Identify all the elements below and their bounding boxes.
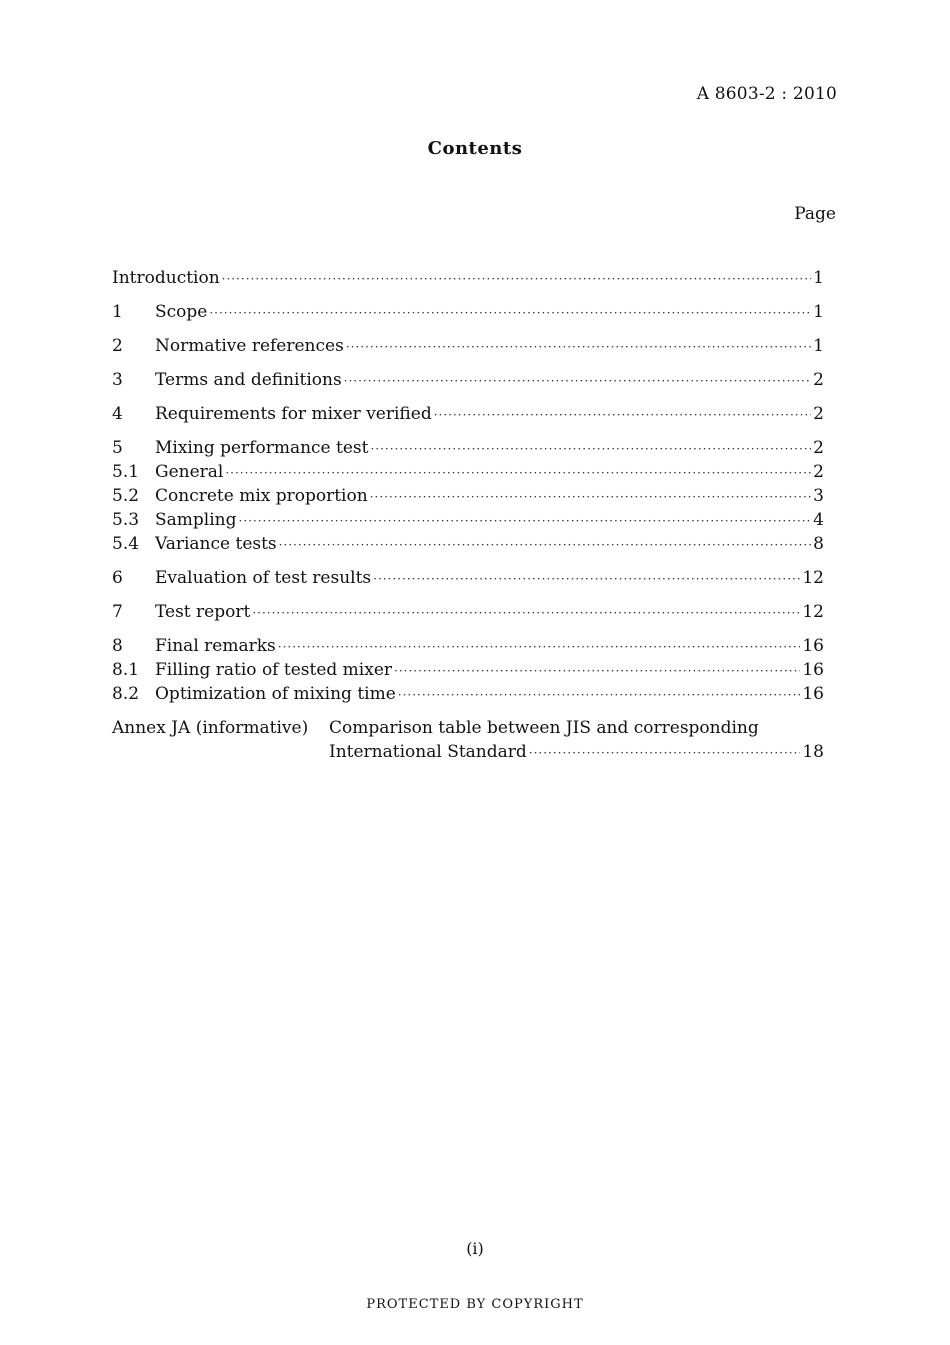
toc-entry-text: Variance tests — [155, 534, 277, 554]
toc-entry-filling-ratio[interactable] — [112, 658, 824, 682]
toc-entry-annex[interactable] — [112, 716, 824, 740]
footer-page-number: (i) — [466, 1239, 484, 1258]
toc-entry-final-remarks[interactable] — [112, 634, 824, 658]
toc-entry-page: 16 — [802, 684, 824, 704]
dot-leader — [225, 461, 811, 485]
copyright-notice: PROTECTED BY COPYRIGHT — [366, 1297, 584, 1312]
toc-entry-page: 8 — [813, 534, 824, 554]
toc-entry-terms-definitions[interactable] — [112, 368, 824, 392]
toc-entry-concrete-mix-proportion[interactable] — [112, 484, 824, 508]
toc-entry-page: 2 — [813, 462, 824, 482]
toc-entry-number: 3 — [112, 370, 123, 390]
dot-leader — [394, 659, 800, 683]
toc-entry-number: 5.2 — [112, 486, 140, 506]
toc-entry-number: 5 — [112, 438, 123, 458]
dot-leader — [398, 683, 801, 707]
dot-leader — [278, 635, 801, 659]
toc-entry-sampling[interactable] — [112, 508, 824, 532]
toc-entry-page: 1 — [813, 336, 824, 356]
toc-entry-mixing-time[interactable] — [112, 682, 824, 706]
toc-entry-page: 12 — [802, 568, 824, 588]
toc-entry-page: 16 — [802, 636, 824, 656]
annex-label: Annex JA (informative) — [112, 718, 309, 738]
toc-entry-text: Mixing performance test — [155, 438, 369, 458]
toc-entry-text: Sampling — [155, 510, 237, 530]
dot-leader — [279, 533, 812, 557]
toc-entry-page: 16 — [802, 660, 824, 680]
toc-entry-text: Filling ratio of tested mixer — [155, 660, 393, 680]
toc-entry-evaluation[interactable] — [112, 566, 824, 590]
toc-entry-number: 4 — [112, 404, 123, 424]
toc-entry-text: Scope — [155, 302, 208, 322]
toc-entry-variance-tests[interactable] — [112, 532, 824, 556]
page-title: Contents — [427, 138, 523, 159]
dot-leader — [373, 567, 800, 591]
toc-entry-normative-references[interactable] — [112, 334, 824, 358]
toc-entry-requirements[interactable] — [112, 402, 824, 426]
toc-entry-text: Test report — [155, 602, 251, 622]
toc-entry-introduction[interactable] — [112, 266, 824, 290]
toc-entry-test-report[interactable] — [112, 600, 824, 624]
toc-entry-page: 2 — [813, 404, 824, 424]
toc-entry-text: Terms and definitions — [155, 370, 342, 390]
dot-leader — [209, 301, 811, 325]
toc-entry-page: 4 — [813, 510, 824, 530]
toc-entry-text: Requirements for mixer verified — [155, 404, 432, 424]
annex-title-line1: Comparison table between JIS and corresponding — [329, 718, 759, 738]
toc-entry-text: Evaluation of test results — [155, 568, 372, 588]
dot-leader — [434, 403, 811, 427]
dot-leader — [370, 485, 811, 509]
toc-entry-mixing-performance-test[interactable] — [112, 436, 824, 460]
toc-entry-number: 6 — [112, 568, 123, 588]
toc-entry-page: 1 — [813, 268, 824, 288]
toc-entry-number: 7 — [112, 602, 123, 622]
toc-entry-text: General — [155, 462, 224, 482]
dot-leader — [346, 335, 811, 359]
dot-leader — [529, 741, 801, 765]
toc-entry-number: 8.1 — [112, 660, 140, 680]
dot-leader — [252, 601, 800, 625]
toc-entry-number: 5.4 — [112, 534, 140, 554]
toc-entry-page: 2 — [813, 438, 824, 458]
toc-entry-annex-continued[interactable] — [112, 740, 824, 764]
toc-entry-text: Introduction — [112, 268, 220, 288]
toc-entry-text: Concrete mix proportion — [155, 486, 368, 506]
toc-entry-number: 8.2 — [112, 684, 140, 704]
page-column-label: Page — [794, 204, 836, 224]
toc-entry-page: 2 — [813, 370, 824, 390]
dot-leader — [344, 369, 812, 393]
toc-entry-number: 8 — [112, 636, 123, 656]
toc-entry-general[interactable] — [112, 460, 824, 484]
annex-title-line2: International Standard — [329, 742, 527, 762]
toc-entry-page: 1 — [813, 302, 824, 322]
toc-entry-number: 1 — [112, 302, 123, 322]
toc-entry-number: 5.1 — [112, 462, 140, 482]
dot-leader — [370, 437, 811, 461]
toc-entry-text: Normative references — [155, 336, 344, 356]
annex-page: 18 — [802, 742, 824, 762]
document-id: A 8603-2 : 2010 — [696, 84, 837, 104]
toc-entry-page: 12 — [802, 602, 824, 622]
toc-entry-text: Final remarks — [155, 636, 276, 656]
toc-entry-scope[interactable] — [112, 300, 824, 324]
toc-entry-number: 5.3 — [112, 510, 140, 530]
toc-entry-number: 2 — [112, 336, 123, 356]
toc-entry-page: 3 — [813, 486, 824, 506]
table-of-contents — [112, 266, 824, 764]
dot-leader — [222, 267, 812, 291]
dot-leader — [239, 509, 812, 533]
toc-entry-text: Optimization of mixing time — [155, 684, 396, 704]
